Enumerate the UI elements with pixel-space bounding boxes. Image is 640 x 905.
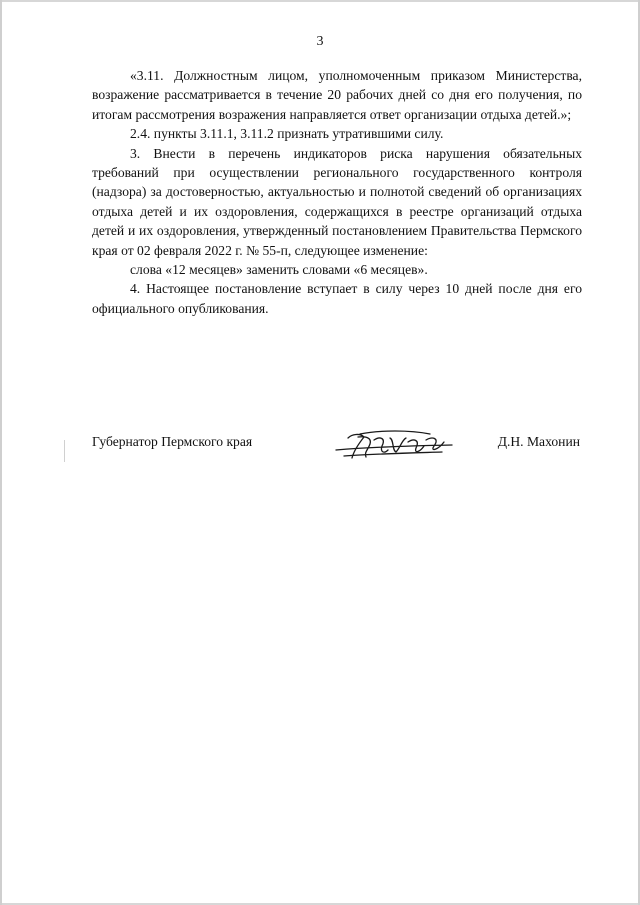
handwritten-signature-icon — [330, 428, 460, 462]
document-body — [92, 66, 582, 318]
signatory-name: Д.Н. Махонин — [497, 434, 580, 449]
scan-top-border — [0, 0, 640, 2]
paragraph-4: 4. Настоящее постановление вступает в силу через 10 дней после дня его официального опубликования. — [92, 281, 582, 316]
paragraph-3-11: «3.11. Должностным лицом, уполномоченным приказом Министерства, возражение рассматривается в течение 20 рабочих дней со дня его получения, по итогам рассмотрения возражения направляется ответ организации отдыха детей.»; — [92, 68, 582, 122]
scan-margin-mark — [64, 440, 65, 462]
signatory-title: Губернатор Пермского края — [92, 434, 253, 449]
paragraph-change-words: слова «12 месяцев» заменить словами «6 месяцев». — [130, 262, 428, 278]
paragraph-2-4: 2.4. пункты 3.11.1, 3.11.2 признать утратившими силу. — [130, 126, 444, 142]
signature-block — [92, 428, 582, 468]
paragraph-3: 3. Внести в перечень индикаторов риска нарушения обязательных требований при осуществлении регионального государственного контроля (надзора) за достоверностью, актуальностью и полнотой сведений об организациях отдыха детей и их оздоровления, содержащихся в реестре организаций отдыха детей и их оздоровления, утвержденный постановлением Правительства Пермского края от 02 февраля 2022 г. № 55-п, следующее изменение: — [92, 145, 582, 258]
page-number: 3 — [316, 34, 324, 49]
scan-left-border — [0, 0, 2, 905]
